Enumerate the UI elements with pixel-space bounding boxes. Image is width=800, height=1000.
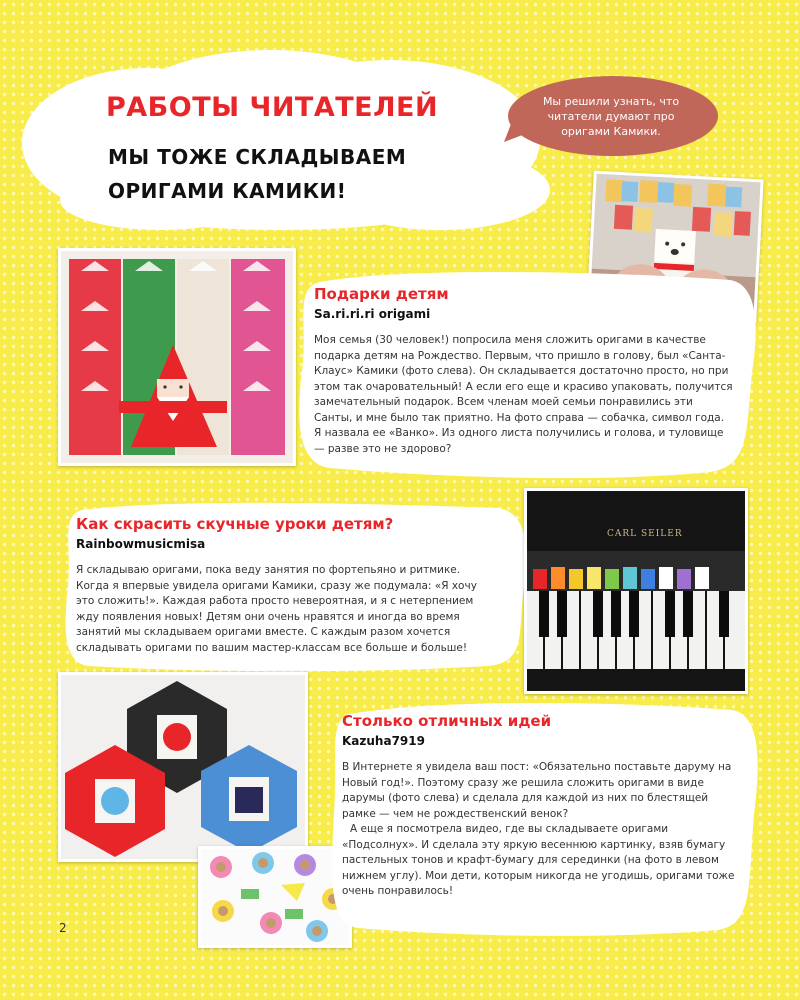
page-subtitle-line2: ОРИГАМИ КАМИКИ!	[108, 179, 347, 203]
photo-santa-origami	[58, 248, 296, 466]
section-ideas	[342, 712, 742, 900]
section-ideas-body-p2: А еще я посмотрела видео, где вы складываете оригами «Подсолнух». И сделала эту яркую весеннюю картинку, взяв бумагу пастельных тонов и крафт-бумагу для серединки (на фото в левом нижнем углу). Мои дети, которым никогда не угодишь, оригами тоже очень понравилось!	[342, 823, 735, 897]
piano-origami-image	[527, 491, 745, 691]
page-subtitle-line1: МЫ ТОЖЕ СКЛАДЫВАЕМ	[108, 145, 407, 169]
section-music-title: Как скрасить скучные уроки детям?	[76, 515, 394, 533]
section-ideas-author: Kazuha7919	[342, 734, 425, 748]
santa-origami-image	[61, 251, 293, 463]
section-gifts-author: Sa.ri.ri.ri origami	[314, 307, 431, 321]
section-music-body: Я складываю оригами, пока веду занятия по фортепьяно и ритмике. Когда я впервые увидела оригами Камики, сразу же подумала: «Я хочу это сложить!». Каждая работа просто невероятная, и я с нетерпением жду появления новых! Детям они очень нравятся и иногда во время занятий мы складываем оригами вместе. С каждым разом хочется складывать оригами по вашим мастер-классам все больше и больше!	[76, 564, 477, 654]
photo-daruma-wreaths	[58, 672, 308, 862]
speech-bubble	[498, 76, 720, 164]
photo-piano-origami	[524, 488, 748, 694]
speech-bubble-text: Мы решили узнать, что читатели думают про оригами Камики.	[542, 95, 680, 138]
section-gifts	[314, 285, 734, 457]
section-ideas-body	[342, 760, 742, 900]
page-number: 2	[59, 921, 67, 935]
section-gifts-body: Моя семья (30 человек!) попросила меня сложить оригами в качестве подарка детям на Рождество. Первым, что пришло в голову, был «Санта-Клаус» Камики (фото слева). Он складывается достаточно просто, но при этом так очаровательный! А если его еще и красиво упаковать, получится замечательный подарок. Всем членам моей семьи понравились эти Санты, и мне было так приятно. На фото справа — собачка, символ года. Я назвала ее «Ванко». Из одного листа получились и голова, и туловище — разве это не здорово?	[314, 334, 733, 455]
piano-brand-label: CARL SEILER	[607, 529, 683, 539]
section-music-author: Rainbowmusicmisa	[76, 537, 206, 551]
page-title: РАБОТЫ ЧИТАТЕЛЕЙ	[106, 92, 439, 123]
section-ideas-body-p1: В Интернете я увидела ваш пост: «Обязательно поставьте даруму на Новый год!». Поэтому сразу же решила сложить оригами в виде дарумы (фото слева) и сделала для каждой из них по блестящей рамке — чем не рождественский венок?	[342, 761, 732, 820]
section-ideas-title: Столько отличных идей	[342, 712, 552, 730]
daruma-wreaths-image	[61, 675, 305, 859]
section-music	[76, 515, 496, 656]
section-gifts-title: Подарки детям	[314, 285, 449, 303]
